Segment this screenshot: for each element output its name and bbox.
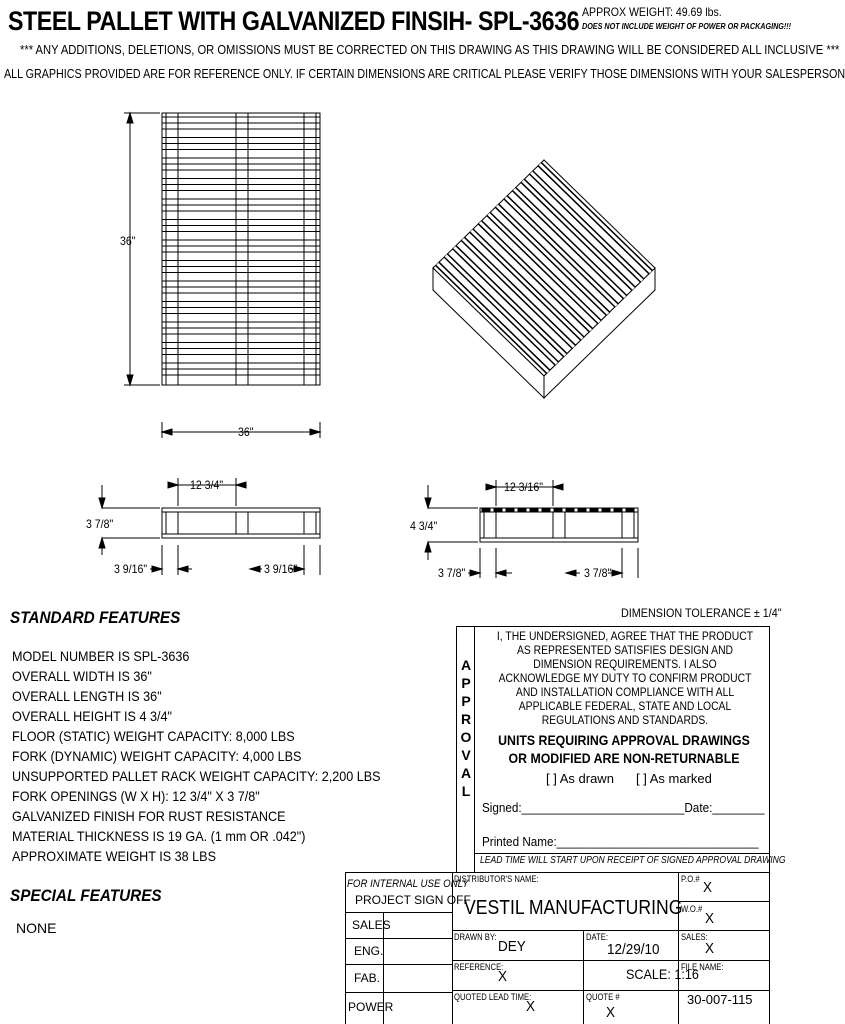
side-slat <box>602 508 610 512</box>
as-drawn-checkbox[interactable]: [ ] As drawn <box>546 771 614 786</box>
distributor-name: VESTIL MANUFACTURING <box>464 897 683 919</box>
drawn-by-value: DEY <box>498 938 526 955</box>
side-slat <box>506 508 514 512</box>
file-name-value: 30-007-115 <box>687 992 753 1007</box>
non-returnable-notice: UNITS REQUIRING APPROVAL DRAWINGS OR MODIFIED ARE NON-RETURNABLE <box>498 732 750 766</box>
quote-value: X <box>606 1004 616 1021</box>
weight-note: DOES NOT INCLUDE WEIGHT OF POWER OR PACKAGING!!! <box>582 22 792 31</box>
quoted-lead-time-value: X <box>526 998 536 1015</box>
side-slat <box>566 508 574 512</box>
po-label: P.O.# <box>681 874 700 884</box>
quote-label: QUOTE # <box>586 992 620 1002</box>
dim-top-height: 36" <box>120 234 136 248</box>
as-marked-checkbox[interactable]: [ ] As marked <box>636 771 712 786</box>
distributor-label: DISTRIBUTOR'S NAME: <box>454 874 539 884</box>
front-view <box>99 478 320 575</box>
approval-side-label: A P P R O V A L <box>460 657 472 799</box>
dim-front-left: 3 9/16" <box>114 562 148 576</box>
special-features-heading: SPECIAL FEATURES <box>10 886 162 905</box>
reference-warning: ALL GRAPHICS PROVIDED ARE FOR REFERENCE ONLY. IF CERTAIN DIMENSIONS ARE CRITICAL PLEASE VERIFY THOSE DIMENSIONS WITH YOUR SALESPERSON <box>4 66 845 81</box>
dim-front-right: 3 9/16" <box>264 562 298 576</box>
signoff-eng: ENG. <box>354 944 384 958</box>
signoff-sales: SALES <box>352 918 391 932</box>
reference-value: X <box>498 968 508 985</box>
wo-label: W.O.# <box>681 904 703 914</box>
sales-value: X <box>705 940 715 957</box>
approval-statement: I, THE UNDERSIGNED, AGREE THAT THE PRODUCT AS REPRESENTED SATISFIES DESIGN AND DIMENSION REQUIREMENTS. I ALSO ACKNOWLEDGE MY DUTY TO CONFIRM PRODUCT AND INSTALLATION COMPLIANCE WITH ALL APPLICABLE FEDERAL, STATE AND LOCAL REGULATIONS AND STANDARDS. <box>496 631 754 727</box>
side-slat <box>530 508 538 512</box>
internal-use-heading: FOR INTERNAL USE ONLY <box>347 878 469 890</box>
side-slat <box>626 508 634 512</box>
feature-item: FORK (DYNAMIC) WEIGHT CAPACITY: 4,000 LBS <box>12 748 302 764</box>
date-value: 12/29/10 <box>607 941 660 958</box>
feature-item: APPROXIMATE WEIGHT IS 38 LBS <box>12 848 216 864</box>
dim-side-right: 3 7/8" <box>584 566 612 580</box>
side-slat <box>614 508 622 512</box>
standard-features-heading: STANDARD FEATURES <box>10 608 181 627</box>
dim-front-opening: 12 3/4" <box>190 478 224 492</box>
isometric-view <box>433 160 655 398</box>
dim-side-opening: 12 3/16" <box>504 480 543 494</box>
signoff-fab: FAB. <box>354 971 381 985</box>
feature-item: MATERIAL THICKNESS IS 19 GA. (1 mm OR .042") <box>12 828 306 844</box>
side-slat <box>482 508 490 512</box>
dim-side-height: 4 3/4" <box>410 519 438 533</box>
dim-top-width: 36" <box>238 425 254 439</box>
special-features-value: NONE <box>16 920 57 936</box>
approx-weight: APPROX WEIGHT: 49.69 lbs. <box>582 5 722 19</box>
side-slat <box>590 508 598 512</box>
feature-item: OVERALL HEIGHT IS 4 3/4" <box>12 708 172 724</box>
feature-item: FLOOR (STATIC) WEIGHT CAPACITY: 8,000 LBS <box>12 728 295 744</box>
lead-time-note: LEAD TIME WILL START UPON RECEIPT OF SIGNED APPROVAL DRAWING <box>480 855 786 866</box>
project-sign-off: PROJECT SIGN OFF <box>355 893 471 907</box>
feature-item: FORK OPENINGS (W X H): 12 3/4" X 3 7/8" <box>12 788 260 804</box>
side-slat <box>494 508 502 512</box>
signoff-power: POWER <box>348 1000 394 1014</box>
wo-value: X <box>705 910 715 927</box>
side-slat <box>542 508 550 512</box>
feature-item: UNSUPPORTED PALLET RACK WEIGHT CAPACITY: 2,200 LBS <box>12 768 381 784</box>
top-view <box>124 113 320 438</box>
drawing-title: STEEL PALLET WITH GALVANIZED FINSIH- SPL-3636 <box>8 6 580 36</box>
printed-name-line[interactable]: Printed Name:_______________________________ <box>482 834 759 849</box>
feature-item: GALVANIZED FINISH FOR RUST RESISTANCE <box>12 808 286 824</box>
dim-side-left: 3 7/8" <box>438 566 466 580</box>
dimension-tolerance: DIMENSION TOLERANCE ± 1/4" <box>621 606 782 620</box>
side-slat <box>554 508 562 512</box>
drawn-by-label: DRAWN BY: <box>454 932 497 942</box>
date-label: DATE: <box>586 932 608 942</box>
side-slat <box>518 508 526 512</box>
signed-line[interactable]: Signed:_________________________Date:________ <box>482 800 765 815</box>
file-name-label: FILE NAME: <box>681 962 724 972</box>
sales-label: SALES: <box>681 932 708 942</box>
quoted-lead-time-label: QUOTED LEAD TIME: <box>454 992 532 1002</box>
feature-item: MODEL NUMBER IS SPL-3636 <box>12 648 190 664</box>
reference-label: REFERENCE: <box>454 962 504 972</box>
scale-value: SCALE: 1:16 <box>626 966 699 982</box>
dim-front-height: 3 7/8" <box>86 517 114 531</box>
inclusive-warning: *** ANY ADDITIONS, DELETIONS, OR OMISSIONS MUST BE CORRECTED ON THIS DRAWING AS THIS DRAWING WILL BE CONSIDERED ALL INCLUSIVE *** <box>20 42 840 57</box>
standard-features-list <box>12 646 381 866</box>
feature-item: OVERALL LENGTH IS 36" <box>12 688 162 704</box>
side-view <box>425 480 638 578</box>
feature-item: OVERALL WIDTH IS 36" <box>12 668 152 684</box>
side-slat <box>578 508 586 512</box>
po-value: X <box>703 879 713 896</box>
